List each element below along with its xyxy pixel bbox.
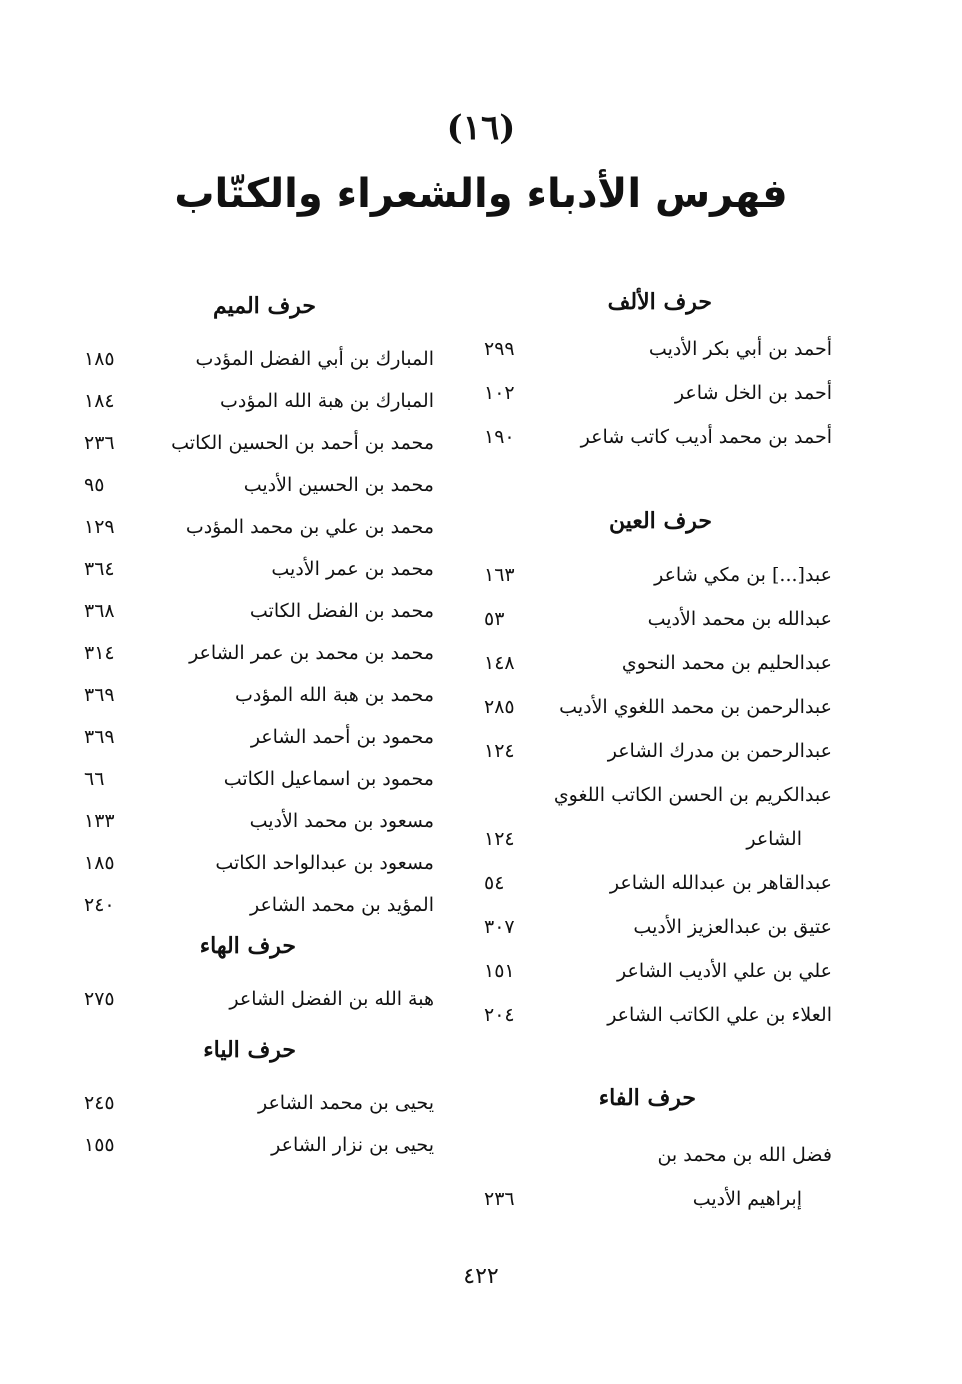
entry-name: محمد بن الفضل الكاتب [249,600,434,622]
entry-name: محمد بن محمد بن عمر الشاعر [189,642,434,664]
entry-page-number: ٢٣٦ [84,432,115,454]
index-entry [70,384,434,418]
entry-name: أحمد بن أبي بكر الأديب [648,338,832,360]
entry-page-number: ١٩٠ [484,426,515,448]
entry-page-number: ١٦٣ [484,564,515,586]
index-entry [70,1128,434,1162]
entry-page-number: ١٥١ [484,960,515,982]
entry-name: محمد بن هبة الله المؤدب [234,684,434,706]
index-entry [70,468,434,502]
entry-page-number: ١٨٥ [84,348,115,370]
entry-name: محمد بن أحمد بن الحسين الكاتب [171,432,434,454]
entry-name: محمد بن الحسين الأديب [243,474,434,496]
entry-name: هبة الله بن الفضل الشاعر [229,988,434,1010]
entry-page-number: ٦٦ [84,768,105,790]
entry-name: محمود بن أحمد الشاعر [250,726,434,748]
entry-page-number: ١٢٤ [484,740,515,762]
entry-page-number: ٣٦٤ [84,558,115,580]
entry-page-number: ٢٨٥ [484,696,515,718]
entry-page-number: ١٢٩ [84,516,115,538]
entry-name: المبارك بن هبة الله المؤدب [219,390,434,412]
index-entry [470,690,832,724]
index-entry [470,1182,832,1216]
entry-name: عبدالكريم بن الحسن الكاتب اللغوي [553,784,832,806]
index-entry [470,332,832,366]
entry-name: عتيق بن عبدالعزيز الأديب [633,916,832,938]
entry-name: عبدالله بن محمد الأديب [647,608,832,630]
entry-name: محمد بن عمر الأديب [271,558,434,580]
entry-name: إبراهيم الأديب [692,1188,802,1210]
section-heading: حرف الميم [212,293,316,319]
entry-name: مسعود بن محمد الأديب [249,810,434,832]
index-number: (١٦) [446,108,516,148]
index-entry [70,888,434,922]
index-entry [470,734,832,768]
entry-name: الشاعر [746,828,802,850]
entry-page-number: ٩٥ [84,474,105,496]
index-entry [470,822,832,856]
index-entry [70,804,434,838]
page-number: ٤٢٢ [463,1264,499,1289]
entry-page-number: ٣٦٩ [84,684,115,706]
index-entry [470,558,832,592]
entry-name: محمد بن علي بن محمد المؤدب [185,516,434,538]
entry-name: عبدالرحمن بن مدرك الشاعر [607,740,832,762]
entry-name: مسعود بن عبدالواحد الكاتب [215,852,434,874]
entry-page-number: ١٨٥ [84,852,115,874]
entry-name: عبدالحليم بن محمد النحوي [621,652,832,674]
index-entry [470,602,832,636]
index-entry [70,1086,434,1120]
index-entry [70,552,434,586]
index-entry [70,594,434,628]
index-entry [470,954,832,988]
entry-name: عبدالرحمن بن محمد اللغوي الأديب [559,696,832,718]
entry-page-number: ٢٣٦ [484,1188,515,1210]
entry-page-number: ١٨٤ [84,390,115,412]
index-entry [70,762,434,796]
entry-name: عبدالقاهر بن عبدالله الشاعر [609,872,832,894]
entry-page-number: ٣٦٩ [84,726,115,748]
index-entry [70,846,434,880]
entry-page-number: ٢٤٠ [84,894,115,916]
index-entry [70,510,434,544]
entry-page-number: ٢٧٥ [84,988,115,1010]
index-entry [470,778,832,812]
index-entry [470,1138,832,1172]
index-entry [70,426,434,460]
entry-name: يحيى بن نزار الشاعر [271,1134,434,1156]
entry-page-number: ١٠٢ [484,382,515,404]
entry-name: أحمد بن محمد أديب كاتب شاعر [580,426,832,448]
index-entry [470,998,832,1032]
entry-name: المؤيد بن محمد الشاعر [249,894,434,916]
entry-name: فضل الله بن محمد بن [657,1144,832,1166]
section-heading: حرف الألف [607,289,712,315]
index-entry [470,376,832,410]
index-entry [70,982,434,1016]
entry-page-number: ١٤٨ [484,652,515,674]
index-entry [70,720,434,754]
entry-name: محمود بن اسماعيل الكاتب [223,768,434,790]
entry-page-number: ٢٠٤ [484,1004,515,1026]
section-heading: حرف العين [608,508,712,534]
page-title: فهرس الأدباء والشعراء والكتّاب [174,171,788,217]
entry-page-number: ١٥٥ [84,1134,115,1156]
entry-page-number: ٥٣ [484,608,505,630]
section-heading: حرف الياء [203,1037,296,1063]
index-entry [70,342,434,376]
entry-name: أحمد بن الخل شاعر [674,382,832,404]
entry-name: المبارك بن أبي الفضل المؤدب [195,348,434,370]
section-heading: حرف الهاء [199,933,296,959]
index-entry [70,636,434,670]
index-entry [470,420,832,454]
entry-name: العلاء بن علي الكاتب الشاعر [607,1004,832,1026]
entry-page-number: ١٣٣ [84,810,115,832]
entry-page-number: ٣٠٧ [484,916,515,938]
entry-name: علي بن علي الأديب الشاعر [617,960,832,982]
entry-page-number: ٢٤٥ [84,1092,115,1114]
entry-page-number: ٣٦٨ [84,600,115,622]
entry-name: عبد[...] بن مكي شاعر [654,564,832,586]
index-entry [70,678,434,712]
index-entry [470,646,832,680]
entry-name: يحيى بن محمد الشاعر [257,1092,434,1114]
entry-page-number: ١٢٤ [484,828,515,850]
entry-page-number: ٣١٤ [84,642,115,664]
index-entry [470,866,832,900]
section-heading: حرف الفاء [598,1085,696,1111]
index-entry [470,910,832,944]
entry-page-number: ٥٤ [484,872,505,894]
entry-page-number: ٢٩٩ [484,338,515,360]
